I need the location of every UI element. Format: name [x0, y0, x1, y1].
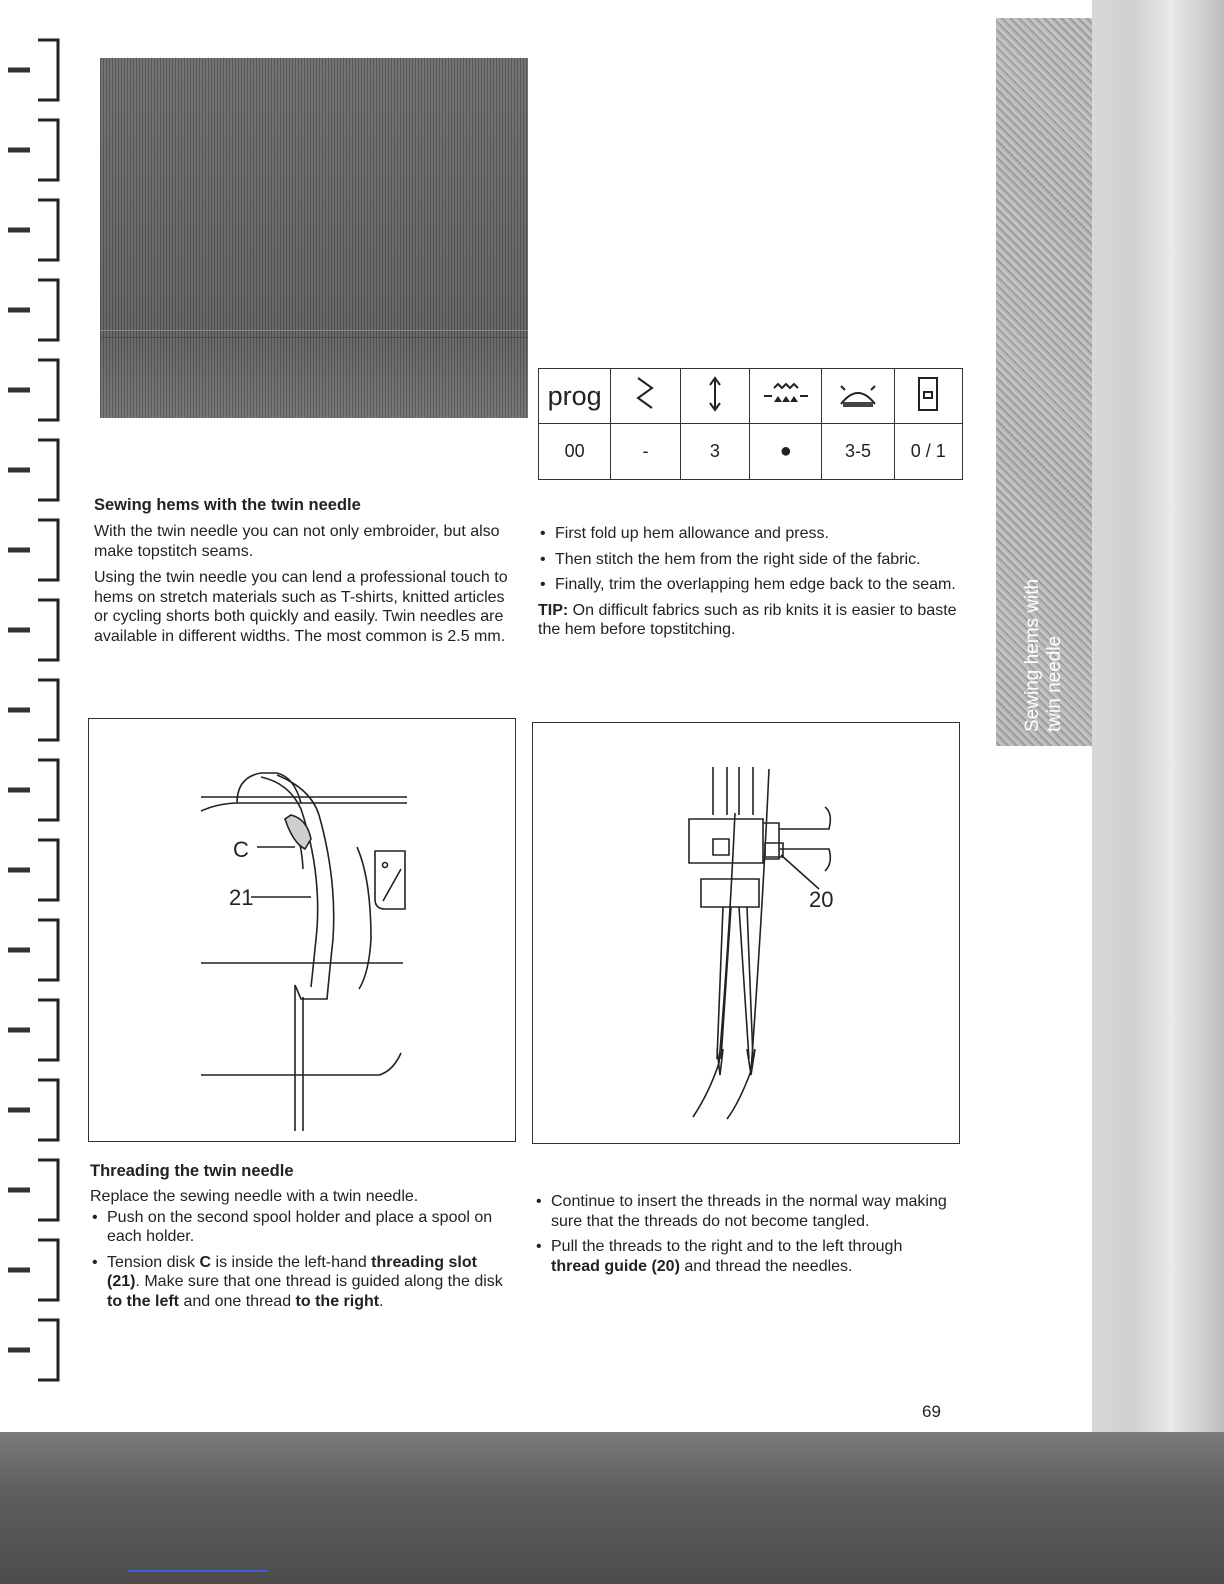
chapter-tab	[996, 18, 1092, 746]
stitch-length-value: 3	[680, 424, 749, 480]
hem-step-2: • Then stitch the hem from the right side of the fabric.	[538, 550, 958, 570]
stitch-width-value: -	[611, 424, 680, 480]
thread-step-2	[90, 1253, 510, 1312]
feed-dog-value: ●	[750, 424, 822, 480]
tip-label: TIP:	[538, 601, 569, 619]
hem-step-1: • First fold up hem allowance and press.	[538, 524, 958, 544]
step2-to-right: to the right	[295, 1292, 380, 1310]
section1-right	[538, 524, 958, 640]
tension-value: 3-5	[822, 424, 894, 480]
prog-value: 00	[539, 424, 611, 480]
hem-photo	[100, 58, 528, 418]
prog-header: prog	[539, 369, 611, 424]
hem-stitch-line	[100, 330, 528, 338]
page-edge-shadow	[1092, 0, 1224, 1584]
section2-right	[534, 1192, 954, 1276]
presser-foot-value: 0 / 1	[894, 424, 962, 480]
twin-needle-drawing	[533, 723, 959, 1143]
step2-text-b: is inside the left-hand	[211, 1253, 372, 1271]
section1-para1: With the twin needle you can not only embroider, but also make topstitch seams.	[94, 523, 500, 560]
stitch-width-icon	[611, 369, 680, 424]
section1-left	[94, 496, 520, 646]
section2-left	[90, 1162, 510, 1311]
presser-foot-icon	[894, 369, 962, 424]
thread-step-4	[534, 1237, 954, 1276]
figure-threading-slot	[88, 718, 516, 1142]
section2-intro: Replace the sewing needle with a twin needle.	[90, 1188, 419, 1205]
thread-step-1: • Push on the second spool holder and place a spool on each holder.	[90, 1208, 510, 1247]
scan-artifact-line	[128, 1570, 268, 1572]
thread-step-3: • Continue to insert the threads in the normal way making sure that the threads do not become tangled.	[534, 1192, 954, 1231]
tip-paragraph	[538, 601, 958, 640]
label-21: 21	[229, 885, 254, 910]
threading-slot-drawing	[89, 719, 515, 1141]
section2-heading: Threading the twin needle	[90, 1162, 294, 1180]
step2-text-a: Tension disk	[107, 1253, 200, 1271]
step4-text-a: Pull the threads to the right and to the left through	[551, 1238, 903, 1255]
thread-tension-icon	[822, 369, 894, 424]
step2-threading-slot: threading slot (21)	[107, 1253, 477, 1290]
hem-step-3: • Finally, trim the overlapping hem edge back to the seam.	[538, 575, 958, 595]
tip-text: On difficult fabrics such as rib knits it is easier to baste the hem before topstitching.	[538, 601, 957, 638]
label-c: C	[233, 837, 249, 862]
scan-bottom-shadow	[0, 1432, 1224, 1584]
label-20: 20	[809, 887, 834, 912]
step2-text-c: . Make sure that one thread is guided along the disk	[135, 1273, 503, 1290]
machine-settings-table	[538, 368, 963, 480]
step2-text-e: .	[379, 1292, 384, 1310]
spiral-binding	[0, 0, 78, 1420]
step4-text-b: and thread the needles.	[679, 1257, 853, 1275]
step2-disk-c: C	[199, 1253, 212, 1271]
page-number: 69	[922, 1402, 941, 1421]
feed-dog-icon	[750, 369, 822, 424]
step2-text-d: and one thread	[179, 1292, 296, 1310]
step4-thread-guide: thread guide (20)	[551, 1257, 680, 1275]
stitch-length-icon	[680, 369, 749, 424]
section1-para2: Using the twin needle you can lend a professional touch to hems on stretch materials such as T-shirts, knitted articles or cycling shorts both quickly and easily. Twin needles are available in different widths. The most common is 2.5 mm.	[94, 569, 508, 645]
step2-to-left: to the left	[107, 1292, 179, 1310]
chapter-tab-line2: twin needle	[1044, 635, 1065, 732]
chapter-tab-line1: Sewing hems with	[1022, 578, 1043, 732]
section1-heading: Sewing hems with the twin needle	[94, 496, 361, 514]
figure-twin-needle	[532, 722, 960, 1144]
